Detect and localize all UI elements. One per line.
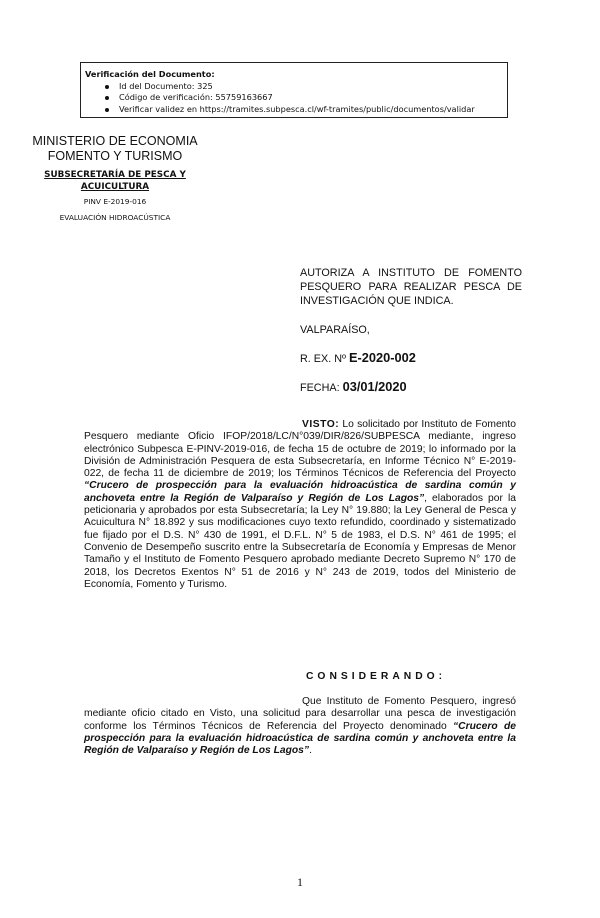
evaluation-tag: EVALUACIÓN HIDROACÚSTICA: [59, 213, 171, 222]
resolution-number-value: E-2020-002: [348, 350, 416, 365]
visto-text-2: , elaborados por la peticionaria y aprobados por esta Subsecretaría; la Ley N° 19.880; la Ley General de Pesca y Acuicultura N° 18.892 y sus modificaciones cuyo texto refundido, coordinado y sistematizado fue fijado por el D.S. N° 430 de 1991, el D.F.L. N° 5 de 1983, el D.S. N° 461 de 1995; el Convenio de Desempeño suscrito entre la Subsecretaría de Economía y Empresas de Menor Tamaño y el Instituto de Fomento Pesquero aprobado mediante Decreto Supremo N° 170 de 2018, los Decretos Exentos N° 51 de 2016 y N° 243 de 2019, todos del Ministerio de Economía, Fomento y Turismo.: [84, 492, 516, 590]
considerando-heading: CONSIDERANDO:: [306, 671, 447, 682]
visto-paragraph: [84, 419, 516, 591]
verification-url: Verificar validez en https://tramites.subpesca.cl/wf-tramites/public/documentos/validar: [119, 104, 507, 116]
resolution-date: [300, 379, 407, 394]
verification-title: Verificación del Documento:: [85, 69, 215, 79]
considerando-text-1: Que Instituto de Fomento Pesquero, ingresó mediante oficio citado en Visto, una solicitud para desarrollar una pesca de investigación conforme los Términos Técnicos de Referencia del Proyecto denominado: [84, 696, 516, 732]
considerando-paragraph: [84, 696, 516, 757]
page-number: 1: [297, 875, 303, 889]
verification-code: Código de verificación: 55759163667: [119, 92, 507, 104]
verification-list: [85, 81, 507, 116]
ministry-line-2: FOMENTO Y TURISMO: [47, 149, 183, 163]
resolution-date-value: 03/01/2020: [342, 379, 407, 394]
ministry-name: [30, 134, 200, 164]
visto-text-1: Lo solicitado por Instituto de Fomento Pesquero mediante Oficio IFOP/2018/LC/N°039/DIR/826/SUBPESCA mediante, ingreso electrónico Subpesca E-PINV-2019-016, de fecha 15 de octubre de 2019; lo informado por la División de Administración Pesquera de esta Subsecretaría, en Informe Técnico N° E-2019-022, de fecha 11 de diciembre de 2019; los Términos Técnicos de Referencia del Proyecto: [84, 419, 516, 480]
pinv-code: PINV E-2019-016: [83, 197, 147, 206]
resolution-title: AUTORIZA A INSTITUTO DE FOMENTO PESQUERO PARA REALIZAR PESCA DE INVESTIGACIÓN QUE INDICA.: [300, 267, 522, 307]
visto-label: VISTO:: [302, 419, 340, 430]
ministry-line-1: MINISTERIO DE ECONOMIA: [32, 134, 198, 148]
resolution-number: [300, 350, 416, 365]
resolution-date-label: FECHA:: [300, 382, 340, 394]
visto-project-title: “Crucero de prospección para la evaluación hidroacústica de sardina común y anchoveta entre la Región de Valparaíso y Región de Los Lagos”: [84, 480, 516, 504]
resolution-number-prefix: R. EX. Nº: [300, 353, 346, 365]
subsecretaria-name: SUBSECRETARÍA DE PESCA Y ACUICULTURA: [44, 170, 186, 192]
considerando-project-title: “Crucero de prospección para la evaluación hidroacústica de sardina común y anchoveta entre la Región de Valparaíso y Región de Los Lagos”: [84, 720, 516, 757]
verification-id: Id del Documento: 325: [119, 81, 507, 93]
verification-box: [80, 62, 508, 118]
resolution-city: VALPARAÍSO,: [300, 324, 370, 336]
considerando-text-2: .: [309, 745, 312, 757]
